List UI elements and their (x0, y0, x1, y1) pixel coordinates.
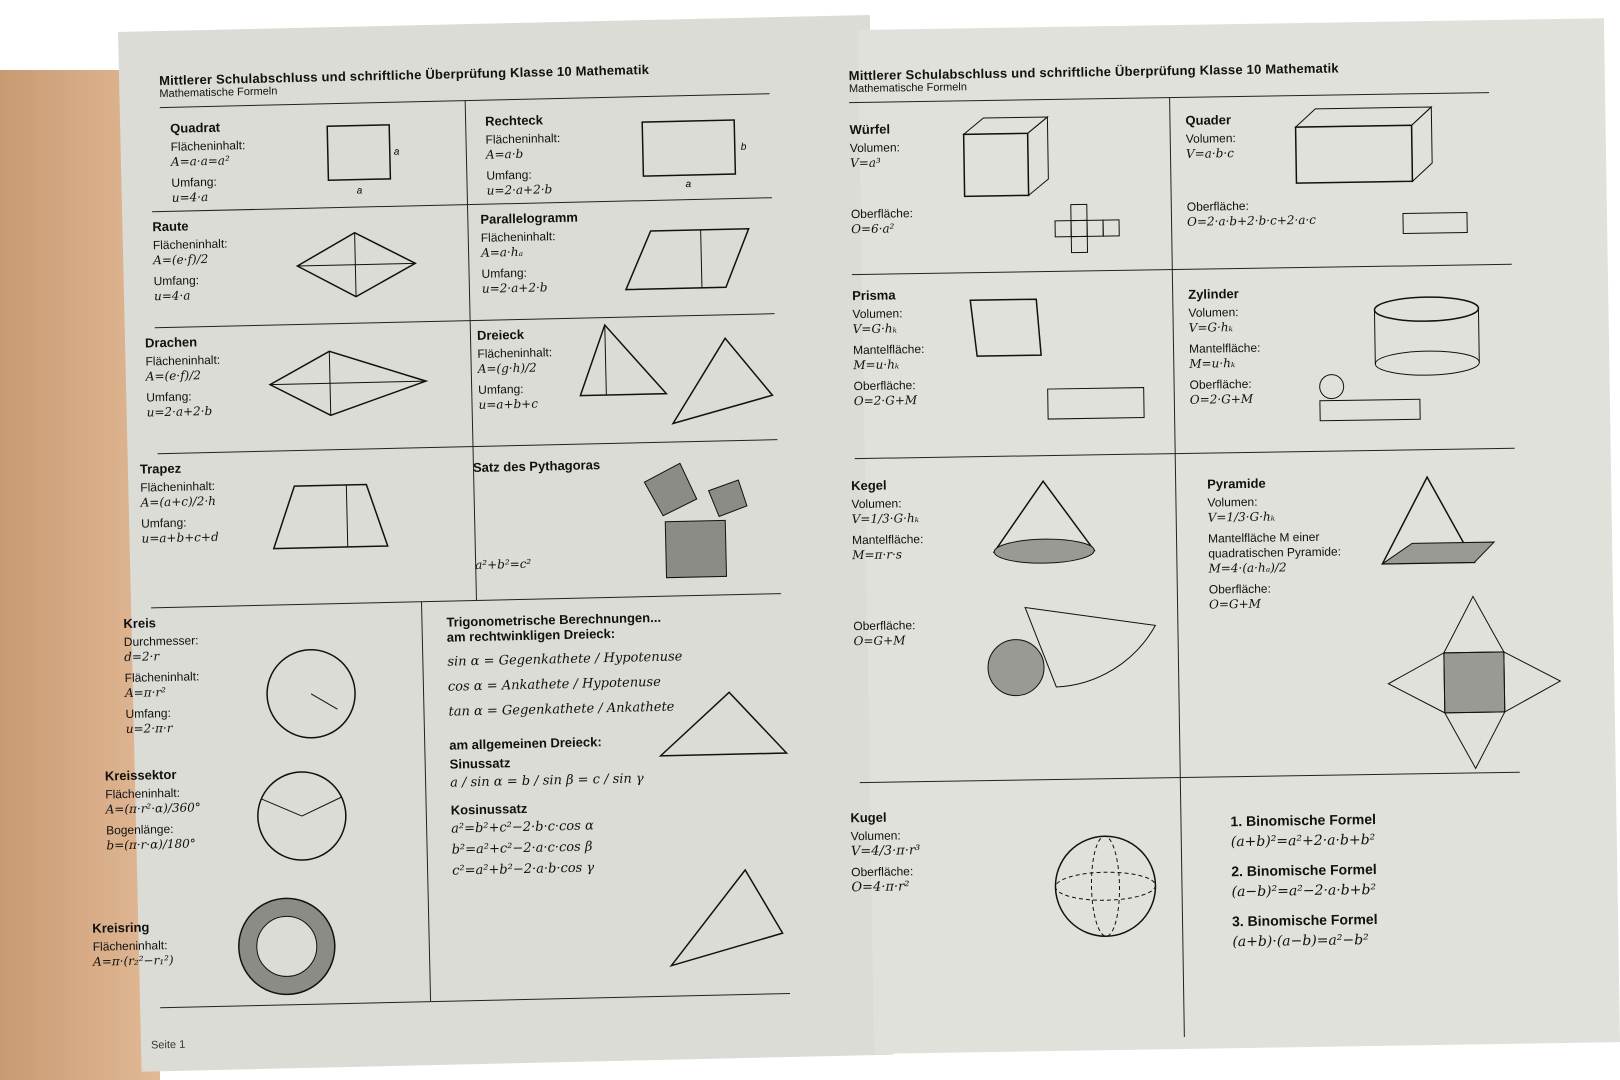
kreissektor-title: Kreissektor (104, 766, 177, 784)
formula-sheet-left (92, 15, 893, 1072)
kreis-area-formula: A=π·r² (124, 685, 167, 701)
parallelogramm-title: Parallelogramm (480, 209, 579, 227)
pyramid-diagram (1377, 471, 1572, 774)
zylinder-surface-formula: O=2·G+M (1189, 391, 1254, 407)
row-divider (860, 772, 1520, 783)
wuerfel-surface-formula: O=6·a² (851, 221, 895, 237)
zylinder-surface-label: Oberfläche: (1189, 376, 1252, 392)
kreis-perimeter-label: Umfang: (125, 705, 171, 722)
general-triangle-diagram (665, 863, 787, 976)
dreieck-title: Dreieck (476, 326, 525, 343)
binomial-2-title: 2. Binomische Formel (1231, 860, 1377, 880)
zylinder-title: Zylinder (1188, 286, 1239, 302)
cube-diagram (959, 111, 1151, 264)
rechteck-perimeter-label: Umfang: (486, 167, 532, 183)
quader-title: Quader (1185, 112, 1232, 128)
zylinder-volume-label: Volumen: (1188, 305, 1239, 320)
kugel-title: Kugel (850, 809, 887, 826)
zylinder-volume-formula: V=G·hₖ (1188, 320, 1234, 335)
wuerfel-title: Würfel (849, 121, 891, 138)
kegel-surface-label: Oberfläche: (853, 618, 916, 634)
drachen-area-label: Flächeninhalt: (145, 352, 221, 369)
kreis-perimeter-formula: u=2·π·r (125, 720, 173, 737)
sheet-header (849, 57, 1529, 95)
sheet-subtitle: Mathematische Formeln (848, 81, 968, 96)
sphere-diagram (1051, 831, 1163, 943)
page-number: Seite 1 (150, 1038, 186, 1052)
kreisring-area-formula: A=π·(r₂²−r₁²) (92, 952, 174, 969)
raute-area-label: Flächeninhalt: (152, 236, 228, 253)
sine-formula: sin α = Gegenkathete / Hypotenuse (447, 649, 683, 670)
trapez-perimeter-formula: u=a+b+c+d (141, 529, 219, 546)
kegel-mantel-label: Mantelfläche: (851, 532, 924, 548)
kreis-diameter-formula: d=2·r (124, 649, 160, 665)
svg-text:a: a (685, 179, 692, 191)
raute-title: Raute (152, 218, 189, 235)
quadrat-area-label: Flächeninhalt: (170, 138, 246, 154)
cosine-rule-c: c²=a²+b²−2·a·b·cos γ (451, 860, 595, 879)
rechteck-area-label: Flächeninhalt: (485, 130, 561, 147)
trig-title: Trigonometrische Berechnungen... (446, 609, 662, 630)
formula-sheet-right (848, 18, 1620, 1054)
prism-diagram (966, 293, 1168, 446)
quader-volume-label: Volumen: (1185, 131, 1236, 146)
quadrat-area-formula: A=a·a=a² (170, 153, 230, 169)
rechteck-perimeter-formula: u=2·a+2·b (486, 182, 553, 198)
dreieck-perimeter-formula: u=a+b+c (478, 396, 539, 412)
quadrat-section (170, 119, 247, 212)
binomial-3-title: 3. Binomische Formel (1231, 910, 1378, 930)
quadrat-title: Quadrat (170, 119, 221, 136)
wuerfel-volume-label: Volumen: (849, 140, 901, 156)
parallelogramm-section (480, 210, 580, 303)
rechteck-section (485, 112, 562, 205)
kegel-section (851, 477, 925, 655)
quader-surface-formula: O=2·a·b+2·b·c+2·a·c (1186, 212, 1317, 229)
sheet-subtitle: Mathematische Formeln (159, 85, 278, 101)
pyramide-volume-formula: V=1/3·G·hₖ (1207, 509, 1276, 525)
wuerfel-section (849, 121, 913, 243)
kreisring-area-label: Flächeninhalt: (92, 938, 168, 954)
rhombus-diagram (292, 225, 424, 308)
binomial-1-formula: (a+b)²=a²+2·a·b+b² (1230, 831, 1376, 851)
prisma-mantel-formula: M=u·hₖ (853, 357, 900, 373)
pyramide-surface-formula: O=G+M (1208, 596, 1261, 612)
pythagoras-formula: a²+b²=c² (475, 556, 532, 573)
kreis-area-label: Flächeninhalt: (124, 669, 200, 686)
prisma-surface-label: Oberfläche: (853, 378, 916, 394)
prisma-volume-label: Volumen: (852, 306, 903, 322)
kegel-mantel-formula: M=π·r·s (852, 547, 903, 563)
kegel-volume-formula: V=1/3·G·hₖ (851, 511, 920, 527)
cosine-rule-b: b²=a²+c²−2·a·c·cos β (451, 839, 593, 858)
trapez-area-label: Flächeninhalt: (140, 478, 216, 495)
rectangle-diagram (640, 115, 762, 193)
triangle-diagrams (575, 317, 777, 432)
trapez-title: Trapez (139, 460, 182, 477)
pythagoras-diagram (638, 449, 781, 592)
kreis-diameter-label: Durchmesser: (123, 633, 199, 650)
kegel-surface-formula: O=G+M (853, 633, 906, 649)
drachen-perimeter-label: Umfang: (146, 389, 192, 405)
binomial-section (1230, 812, 1378, 964)
cosine-formula: cos α = Ankathete / Hypotenuse (447, 674, 662, 695)
sine-rule-formula: a / sin α = b / sin β = c / sin γ (449, 771, 644, 791)
kreisring-section (92, 919, 174, 976)
pyramide-surface-label: Oberfläche: (1208, 581, 1271, 597)
parallelogramm-perimeter-formula: u=2·a+2·b (481, 280, 548, 296)
parallelogramm-area-label: Flächeninhalt: (480, 229, 556, 245)
kreissektor-area-label: Flächeninhalt: (105, 785, 181, 802)
column-divider (1169, 97, 1185, 1037)
wuerfel-volume-formula: V=a³ (849, 155, 881, 171)
cone-diagram (983, 475, 1167, 718)
binomial-1-title: 1. Binomische Formel (1230, 810, 1377, 830)
parallelogramm-perimeter-label: Umfang: (481, 265, 528, 281)
kegel-volume-label: Volumen: (851, 496, 902, 512)
kreis-title: Kreis (123, 615, 157, 632)
prisma-surface-formula: O=2·G+M (853, 393, 918, 409)
kugel-surface-label: Oberfläche: (851, 864, 914, 880)
sector-diagram (253, 767, 355, 869)
zylinder-mantel-label: Mantelfläche: (1188, 340, 1261, 356)
binomial-3-formula: (a+b)·(a−b)=a²−b² (1232, 932, 1369, 951)
kugel-surface-formula: O=4·π·r² (851, 879, 910, 896)
parallelogramm-area-formula: A=a·hₐ (480, 244, 524, 260)
pyramide-volume-label: Volumen: (1207, 494, 1258, 510)
dreieck-perimeter-label: Umfang: (478, 381, 524, 397)
dreieck-section (477, 326, 554, 419)
raute-section (152, 218, 229, 311)
prisma-title: Prisma (852, 287, 896, 304)
zylinder-mantel-formula: M=u·hₖ (1189, 356, 1236, 371)
parallelogram-diagram (621, 222, 763, 305)
sinussatz-title: Sinussatz (449, 755, 511, 772)
column-divider-lower (421, 601, 431, 1001)
rechteck-title: Rechteck (484, 112, 544, 129)
kreisring-title: Kreisring (92, 919, 150, 936)
svg-text:b: b (740, 141, 747, 153)
trapez-area-formula: A=(a+c)/2·h (140, 493, 217, 510)
kreis-section (123, 614, 201, 743)
rechteck-area-formula: A=a·b (485, 146, 524, 162)
sheet-title: Mittlerer Schulabschluss und schriftliche Überprüfung Klasse 10 Mathematik (158, 61, 650, 89)
prisma-mantel-label: Mantelfläche: (852, 341, 925, 358)
raute-area-formula: A=(e·f)/2 (153, 252, 209, 268)
dreieck-area-label: Flächeninhalt: (477, 345, 553, 361)
raute-perimeter-formula: u=4·a (153, 288, 191, 304)
kreissektor-arc-formula: b=(π·r·α)/180° (106, 836, 196, 853)
trapezoid-diagram (268, 476, 410, 569)
annulus-diagram (236, 895, 342, 1001)
kosinussatz-title: Kosinussatz (450, 800, 528, 818)
cosine-rule-a: a²=b²+c²−2·b·c·cos α (451, 818, 594, 837)
drachen-section (145, 334, 222, 427)
square-diagram (325, 121, 407, 198)
row-divider (151, 593, 781, 608)
pyramide-title: Pyramide (1207, 475, 1266, 492)
kreissektor-arc-label: Bogenlänge: (105, 821, 174, 838)
drachen-title: Drachen (144, 334, 198, 351)
quadrat-perimeter-formula: u=4·a (171, 189, 209, 205)
circle-diagram (262, 645, 364, 747)
drachen-perimeter-formula: u=2·a+2·b (146, 403, 213, 420)
cuboid-diagram (1291, 100, 1493, 263)
row-divider (855, 448, 1515, 459)
cylinder-diagram (1316, 292, 1498, 445)
quader-volume-formula: V=a·b·c (1185, 146, 1234, 161)
pyramide-mantel-label: Mantelfläche M einer quadratischen Pyramide: (1207, 529, 1342, 561)
pythagoras-title: Satz des Pythagoras (472, 457, 601, 476)
prisma-section (852, 287, 925, 415)
kreissektor-section (105, 766, 202, 859)
dreieck-area-formula: A=(g·h)/2 (477, 360, 537, 376)
trig-subtitle: am rechtwinkligen Dreieck: (446, 625, 616, 645)
wuerfel-surface-label: Oberfläche: (850, 206, 914, 222)
general-triangle-title: am allgemeinen Dreieck: (449, 734, 602, 753)
zylinder-section (1188, 286, 1261, 414)
trapez-perimeter-label: Umfang: (141, 515, 187, 531)
pyramide-section (1207, 474, 1389, 619)
tangent-formula: tan α = Gegenkathete / Ankathete (448, 699, 675, 720)
pyramide-mantel-formula: M=4·(a·hₐ)/2 (1208, 560, 1287, 576)
right-triangle-diagram (653, 685, 795, 768)
kugel-volume-formula: V=4/3·π·r³ (850, 843, 921, 860)
trapez-section (140, 460, 219, 553)
kegel-title: Kegel (851, 477, 887, 494)
quadrat-perimeter-label: Umfang: (171, 174, 217, 190)
prisma-volume-formula: V=G·hₖ (852, 321, 898, 337)
kite-diagram (265, 345, 437, 429)
kugel-section (850, 809, 921, 901)
row-divider (852, 264, 1512, 275)
raute-perimeter-label: Umfang: (153, 273, 200, 289)
kreissektor-area-formula: A=(π·r²·α)/360° (105, 800, 201, 817)
drachen-area-formula: A=(e·f)/2 (145, 368, 202, 384)
sheet-title: Mittlerer Schulabschluss und schriftliche Überprüfung Klasse 10 Mathematik (848, 60, 1339, 84)
svg-text:a: a (356, 185, 363, 197)
svg-text:a: a (393, 146, 400, 158)
quader-surface-label: Oberfläche: (1186, 198, 1249, 214)
binomial-2-formula: (a−b)²=a²−2·a·b+b² (1231, 881, 1377, 901)
kugel-volume-label: Volumen: (850, 828, 901, 844)
